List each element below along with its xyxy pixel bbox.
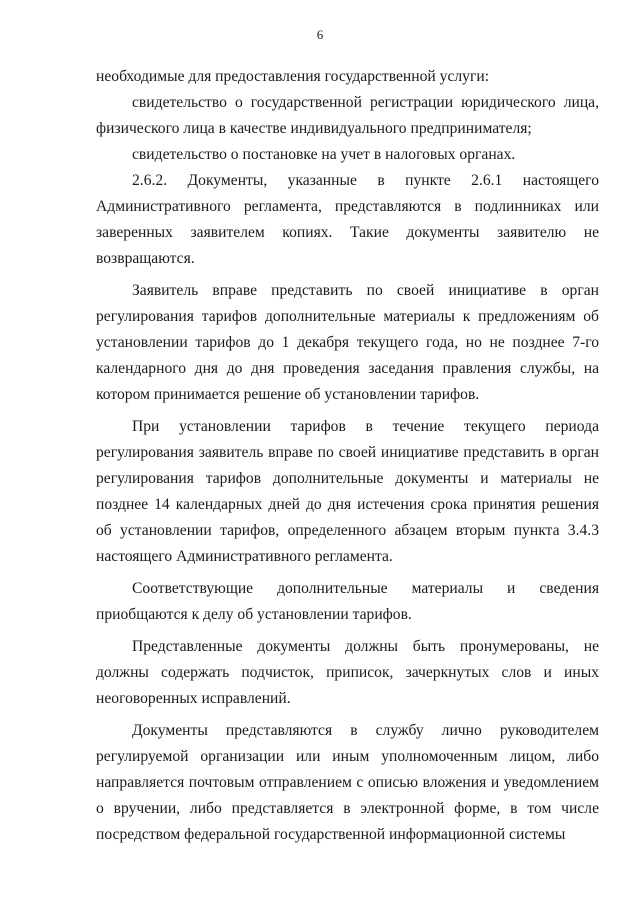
paragraph-2: свидетельство о государственной регистрации юридического лица, физического лица в качестве индивидуального предпринимателя; [96,94,599,137]
paragraph-5: Заявитель вправе представить по своей инициативе в орган регулирования тарифов дополнительные материалы к предложениям об установлении тарифов до 1 декабря текущего года, но не позднее 7-го календарного дня до дня проведения заседания правления службы, на котором принимается решение об установлении тарифов. [96,282,599,403]
page-number: 6 [316,27,324,42]
paragraph-9: Документы представляются в службу лично руководителем регулируемой организации или иным уполномоченным лицом, либо направляется почтовым отправлением с описью вложения и уведомлением о вручении, либо представляется в электронной форме, в том числе посредством федеральной государственной информационной системы [96,722,599,843]
document-body [96,64,599,848]
paragraph-3: свидетельство о постановке на учет в налоговых органах. [132,146,516,163]
paragraph-7: Соответствующие дополнительные материалы и сведения приобщаются к делу об установлении тарифов. [96,580,599,623]
paragraph-1: необходимые для предоставления государственной услуги: [96,68,490,85]
paragraph-6: При установлении тарифов в течение текущего периода регулирования заявитель вправе по своей инициативе представить в орган регулирования тарифов дополнительные документы и материалы не позднее 14 календарных дней до дня истечения срока принятия решения об установлении тарифов, определенного абзацем вторым пункта 3.4.3 настоящего Административного регламента. [96,418,599,565]
paragraph-4: 2.6.2. Документы, указанные в пункте 2.6.1 настоящего Административного регламента, представляются в подлинниках или заверенных заявителем копиях. Такие документы заявителю не возвращаются. [96,172,599,267]
paragraph-8: Представленные документы должны быть пронумерованы, не должны содержать подчисток, приписок, зачеркнутых слов и иных неоговоренных исправлений. [96,638,599,707]
